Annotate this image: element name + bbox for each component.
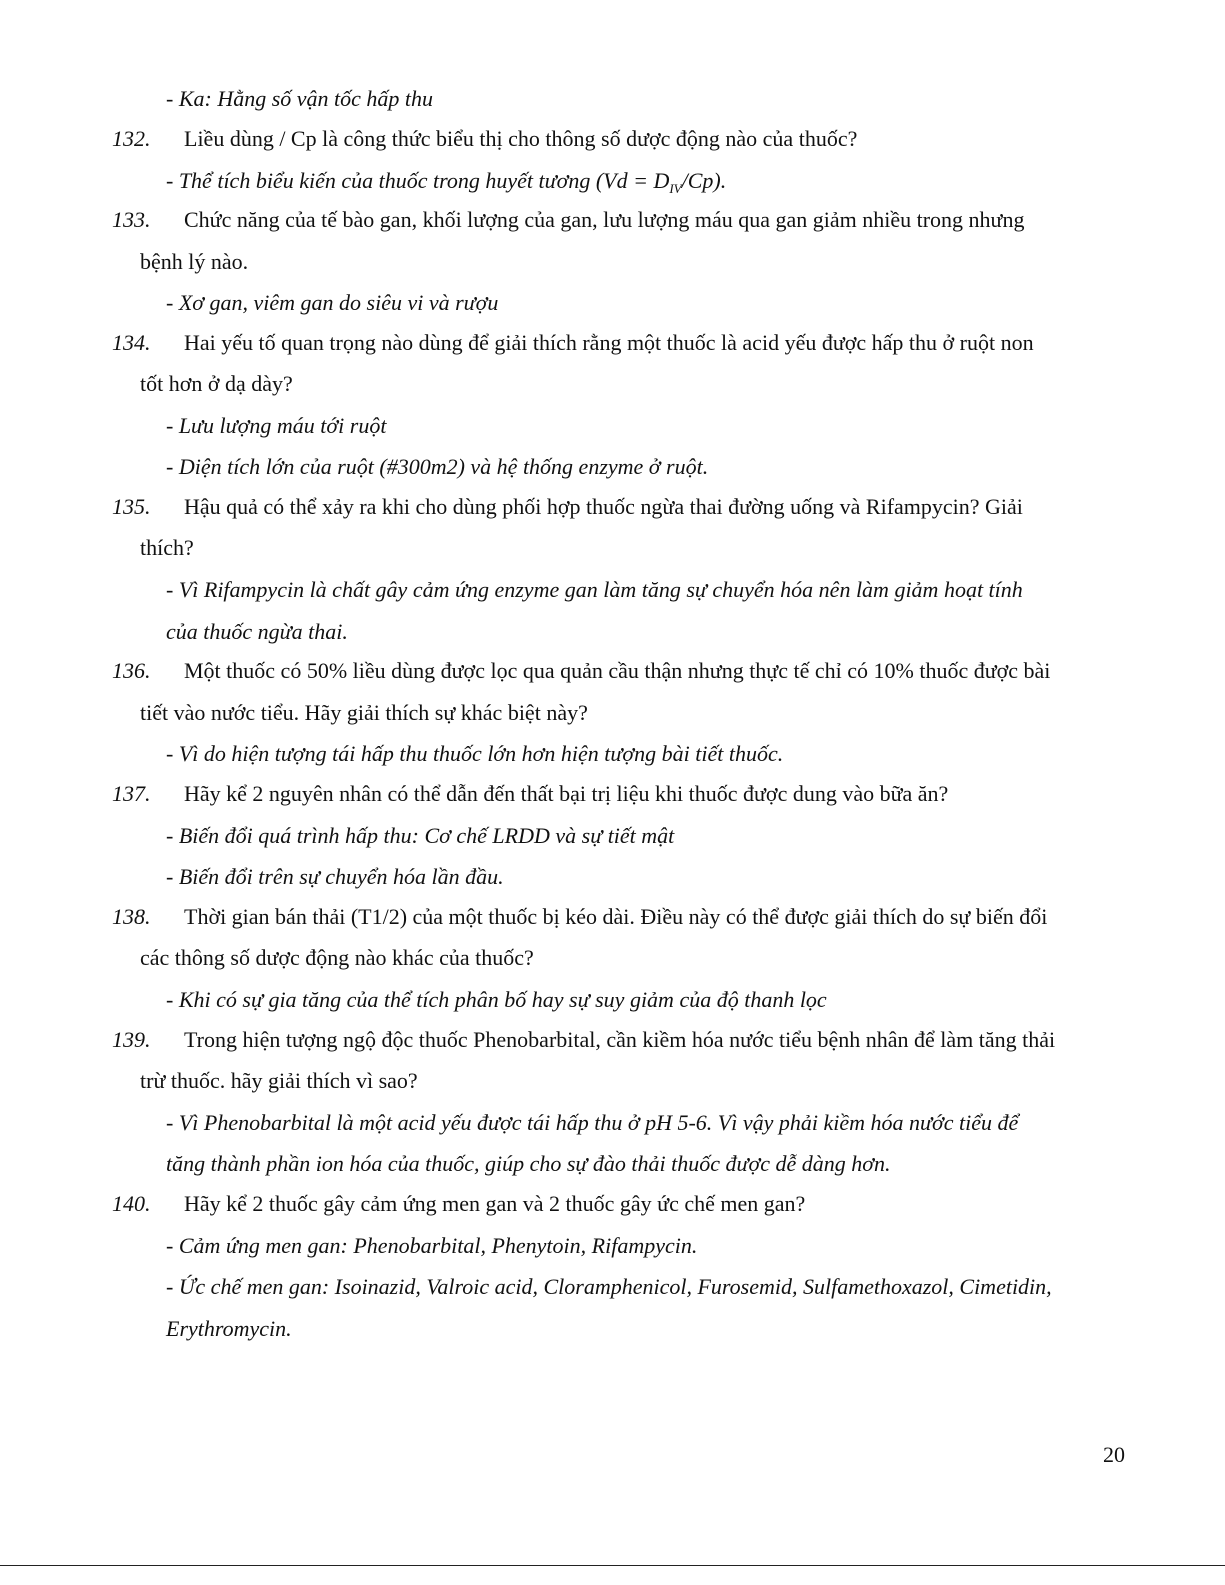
question-132-line-1: Liều dùng / Cp là công thức biểu thị cho thông số dược động nào của thuốc? [184, 126, 858, 151]
question-number-137: 137. [112, 781, 151, 806]
question-number-140: 140. [112, 1191, 151, 1216]
answer-132-subscript: IV [669, 181, 682, 196]
answer-137-line-2: - Biến đổi trên sự chuyển hóa lần đầu. [166, 864, 504, 889]
answer-136-line-1: - Vì do hiện tượng tái hấp thu thuốc lớn hơn hiện tượng bài tiết thuốc. [166, 741, 784, 766]
question-133-line-2: bệnh lý nào. [140, 249, 249, 274]
question-139-line-1: Trong hiện tượng ngộ độc thuốc Phenobarbital, cần kiềm hóa nước tiểu bệnh nhân để làm tăng thải [184, 1027, 1056, 1052]
question-136-line-2: tiết vào nước tiểu. Hãy giải thích sự khác biệt này? [140, 700, 588, 725]
answer-134-line-1: - Lưu lượng máu tới ruột [166, 413, 387, 438]
question-135-line-1: Hậu quả có thể xảy ra khi cho dùng phối hợp thuốc ngừa thai đường uống và Rifampycin? Giải [184, 494, 1023, 519]
question-number-132: 132. [112, 126, 151, 151]
answer-131-line-1: - Ka: Hằng số vận tốc hấp thu [166, 86, 434, 111]
answer-135-line-2: của thuốc ngừa thai. [166, 619, 348, 644]
answer-138-line-1: - Khi có sự gia tăng của thể tích phân bố hay sự suy giảm của độ thanh lọc [166, 987, 827, 1012]
question-139-line-2: trừ thuốc. hãy giải thích vì sao? [140, 1068, 418, 1093]
question-number-135: 135. [112, 494, 151, 519]
question-135-line-2: thích? [140, 535, 194, 560]
answer-139-line-1: - Vì Phenobarbital là một acid yếu được tái hấp thu ở pH 5-6. Vì vậy phải kiềm hóa nước tiểu để [166, 1110, 1019, 1135]
answer-139-line-2: tăng thành phần ion hóa của thuốc, giúp cho sự đào thải thuốc được dễ dàng hơn. [166, 1151, 891, 1176]
question-134-line-2: tốt hơn ở dạ dày? [140, 371, 293, 396]
question-number-136: 136. [112, 658, 151, 683]
question-137-line-1: Hãy kể 2 nguyên nhân có thể dẫn đến thất bại trị liệu khi thuốc được dung vào bữa ăn? [184, 781, 949, 806]
answer-132-prefix: - Thể tích biểu kiến của thuốc trong huyết tương (Vd = D [166, 168, 670, 193]
question-136-line-1: Một thuốc có 50% liều dùng được lọc qua quản cầu thận nhưng thực tế chỉ có 10% thuốc được bài [184, 658, 1051, 683]
question-number-139: 139. [112, 1027, 151, 1052]
answer-135-line-1: - Vì Rifampycin là chất gây cảm ứng enzyme gan làm tăng sự chuyển hóa nên làm giảm hoạt tính [166, 577, 1023, 602]
question-number-138: 138. [112, 904, 151, 929]
question-134-line-1: Hai yếu tố quan trọng nào dùng để giải thích rằng một thuốc là acid yếu được hấp thu ở ruột non [184, 330, 1034, 355]
answer-140-line-3: Erythromycin. [166, 1316, 292, 1341]
question-number-134: 134. [112, 330, 151, 355]
answer-137-line-1: - Biến đổi quá trình hấp thu: Cơ chế LRDD và sự tiết mật [166, 823, 675, 848]
question-number-133: 133. [112, 207, 151, 232]
answer-132-line-1 [166, 167, 726, 198]
answer-132-suffix: /Cp). [681, 168, 727, 193]
page-bottom-divider [0, 1565, 1225, 1566]
answer-140-line-2: - Ức chế men gan: Isoinazid, Valroic acid, Cloramphenicol, Furosemid, Sulfamethoxazol, Cimetidin, [166, 1274, 1052, 1299]
question-138-line-2: các thông số dược động nào khác của thuốc? [140, 945, 534, 970]
answer-134-line-2: - Diện tích lớn của ruột (#300m2) và hệ thống enzyme ở ruột. [166, 454, 709, 479]
page-number: 20 [1103, 1442, 1125, 1467]
question-138-line-1: Thời gian bán thải (T1/2) của một thuốc bị kéo dài. Điều này có thể được giải thích do sự biến đổi [184, 904, 1048, 929]
answer-140-line-1: - Cảm ứng men gan: Phenobarbital, Phenytoin, Rifampycin. [166, 1233, 698, 1258]
question-140-line-1: Hãy kể 2 thuốc gây cảm ứng men gan và 2 thuốc gây ức chế men gan? [184, 1191, 806, 1216]
question-133-line-1: Chức năng của tế bào gan, khối lượng của gan, lưu lượng máu qua gan giảm nhiều trong nhưng [184, 207, 1025, 232]
answer-133-line-1: - Xơ gan, viêm gan do siêu vi và rượu [166, 290, 499, 315]
